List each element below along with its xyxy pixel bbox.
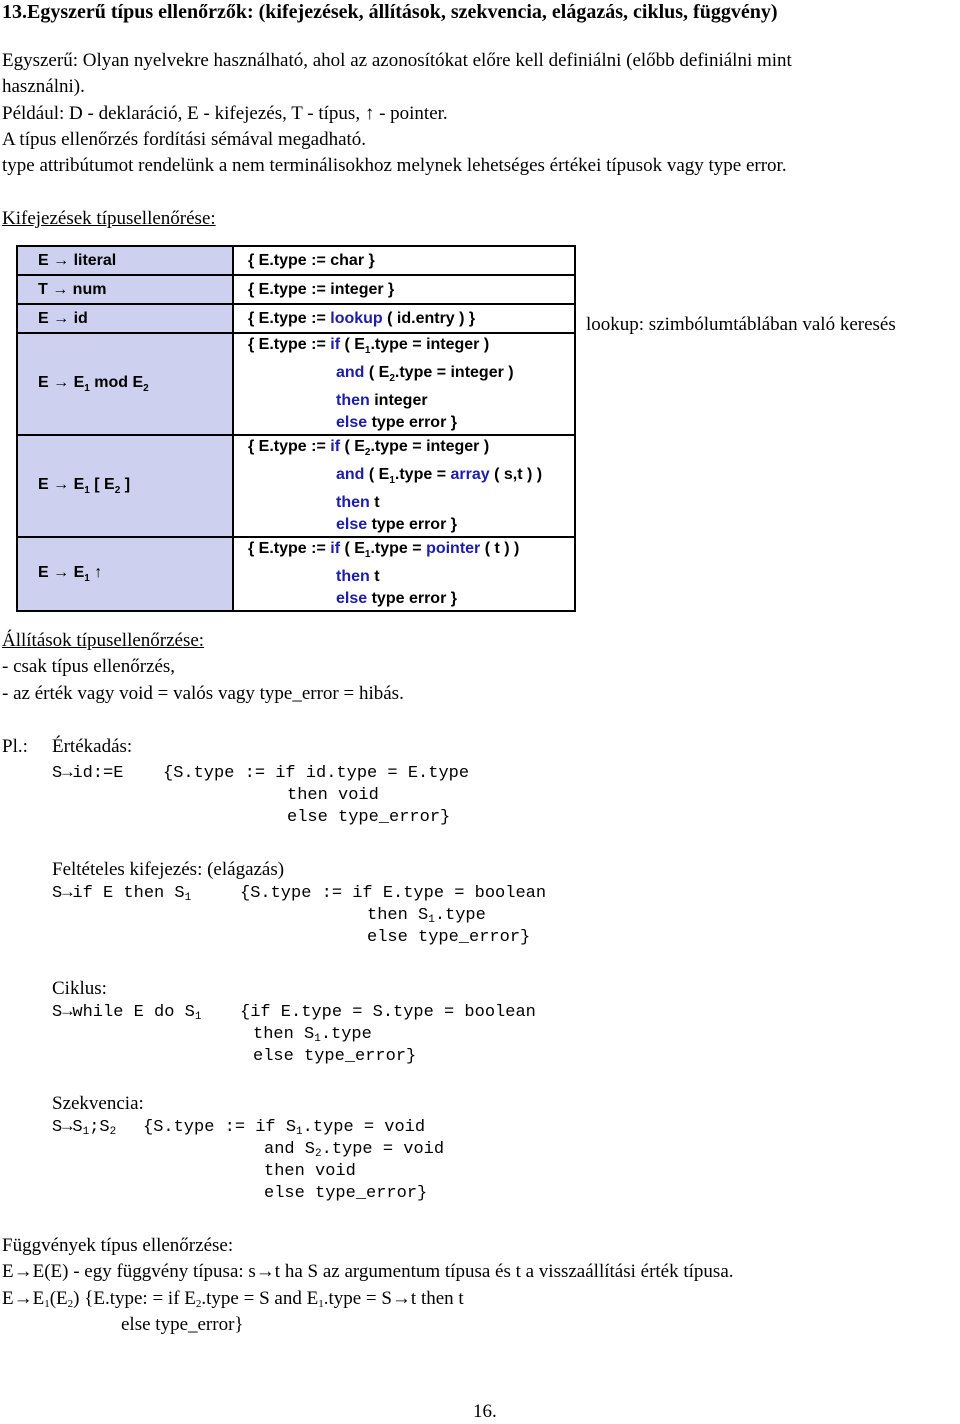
function-line-2: $E\to E_1(E_2)$ {E.type: = if $E_2.type = S$ and $E_1.type = S\to t$ then t <box>2 1288 464 1310</box>
table-row <box>17 333 575 435</box>
assign-rule: S→id:=E <box>52 764 124 783</box>
intro-line-3 <box>2 101 448 127</box>
statement-item-2: - az érték vagy void = valós vagy type_error = hibás. <box>2 683 404 704</box>
rule-cell: { E.type := char } <box>233 246 575 275</box>
rule-cell: { E.type := lookup ( id.entry ) } <box>233 304 575 333</box>
cond-line-2: then $S_1.type$ <box>367 906 486 926</box>
intro-line-3-tail: - pointer. <box>379 103 448 124</box>
loop-line-2: then $S_1.type$ <box>253 1025 372 1045</box>
function-heading: Függvények típus ellenőrzése: <box>2 1235 234 1256</box>
loop-line-3: else type_error} <box>253 1047 417 1066</box>
loop-line-1: {if E.type = S.type = boolean <box>240 1003 536 1022</box>
production-cell: E → literal <box>17 246 233 275</box>
assign-title: Értékadás: <box>52 736 133 757</box>
loop-rule: S→while E do $S_1$ <box>52 1003 202 1023</box>
table-row <box>17 537 575 611</box>
up-arrow-icon: ↑ <box>364 103 375 124</box>
loop-title: Ciklus: <box>52 978 107 999</box>
intro-line-4: A típus ellenőrzés fordítási sémával megadható. <box>2 129 367 150</box>
intro-line-1: Egyszerű: Olyan nyelvekre használható, ahol az azonosítókat előre kell definiálni (előbb definiálni mint <box>2 50 792 71</box>
cond-line-1: {S.type := if E.type = boolean <box>240 884 547 903</box>
function-line-1: E→E(E) - egy függvény típusa: s→t ha S az argumentum típusa és t a visszaállítási érték típusa. <box>2 1261 734 1282</box>
table-row <box>17 275 575 304</box>
production-cell: $E \to E_1$ [ $E_2$ ] <box>17 435 233 537</box>
function-line-3: else type_error} <box>121 1314 244 1335</box>
cond-rule: S→if E then $S_1$ <box>52 884 192 904</box>
page-number: 16. <box>473 1401 497 1422</box>
lookup-note: lookup: szimbólumtáblában való keresés <box>586 314 896 335</box>
cond-title: Feltételes kifejezés: (elágazás) <box>52 859 285 880</box>
assign-line-3: else type_error} <box>287 808 451 827</box>
production-cell: $E \to E_1$ ↑ <box>17 537 233 611</box>
seq-line-1: {S.type := if $S_1.type$ = void <box>143 1118 426 1138</box>
statement-heading: Állítások típusellenőrzése: <box>2 630 205 651</box>
example-label: Pl.: <box>2 736 28 757</box>
rule-cell: { E.type := if ( $E_2.type$ = integer ) and ( $E_1.type$ = array ( s,t ) ) then t else type error } <box>233 435 575 537</box>
seq-title: Szekvencia: <box>52 1093 144 1114</box>
seq-rule: $S\to S_1;S_2$ <box>52 1118 117 1138</box>
production-cell: E → id <box>17 304 233 333</box>
production-cell: $E \to E_1$ mod $E_2$ <box>17 333 233 435</box>
type-check-table <box>16 245 576 612</box>
intro-line-2: használni). <box>2 76 85 97</box>
table-row <box>17 246 575 275</box>
table-row <box>17 435 575 537</box>
statement-item-1: - csak típus ellenőrzés, <box>2 656 176 677</box>
assign-line-1: {S.type := if id.type = E.type <box>163 764 470 783</box>
rule-cell: { E.type := if ( $E_1.type$ = integer ) and ( $E_2.type$ = integer ) then integer else type error } <box>233 333 575 435</box>
intro-line-5: type attribútumot rendelünk a nem terminálisokhoz melynek lehetséges értékei típusok vagy type error. <box>2 155 787 176</box>
seq-line-4: else type_error} <box>264 1184 428 1203</box>
intro-line-3-text: Például: D - deklaráció, E - kifejezés, T - típus, <box>2 103 361 124</box>
expression-heading: Kifejezések típusellenőrése: <box>2 208 216 229</box>
assign-line-2: then void <box>287 786 379 805</box>
page-title: 13.Egyszerű típus ellenőrzők: (kifejezések, állítások, szekvencia, elágazás, ciklus, függvény) <box>2 1 778 23</box>
cond-line-3: else type_error} <box>367 928 531 947</box>
seq-line-2: and $S_2.type$ = void <box>264 1140 445 1160</box>
rule-cell: { E.type := if ( $E_1.type$ = pointer ( t ) ) then t else type error } <box>233 537 575 611</box>
production-cell: T → num <box>17 275 233 304</box>
rule-cell: { E.type := integer } <box>233 275 575 304</box>
seq-line-3: then void <box>264 1162 356 1181</box>
table-row <box>17 304 575 333</box>
